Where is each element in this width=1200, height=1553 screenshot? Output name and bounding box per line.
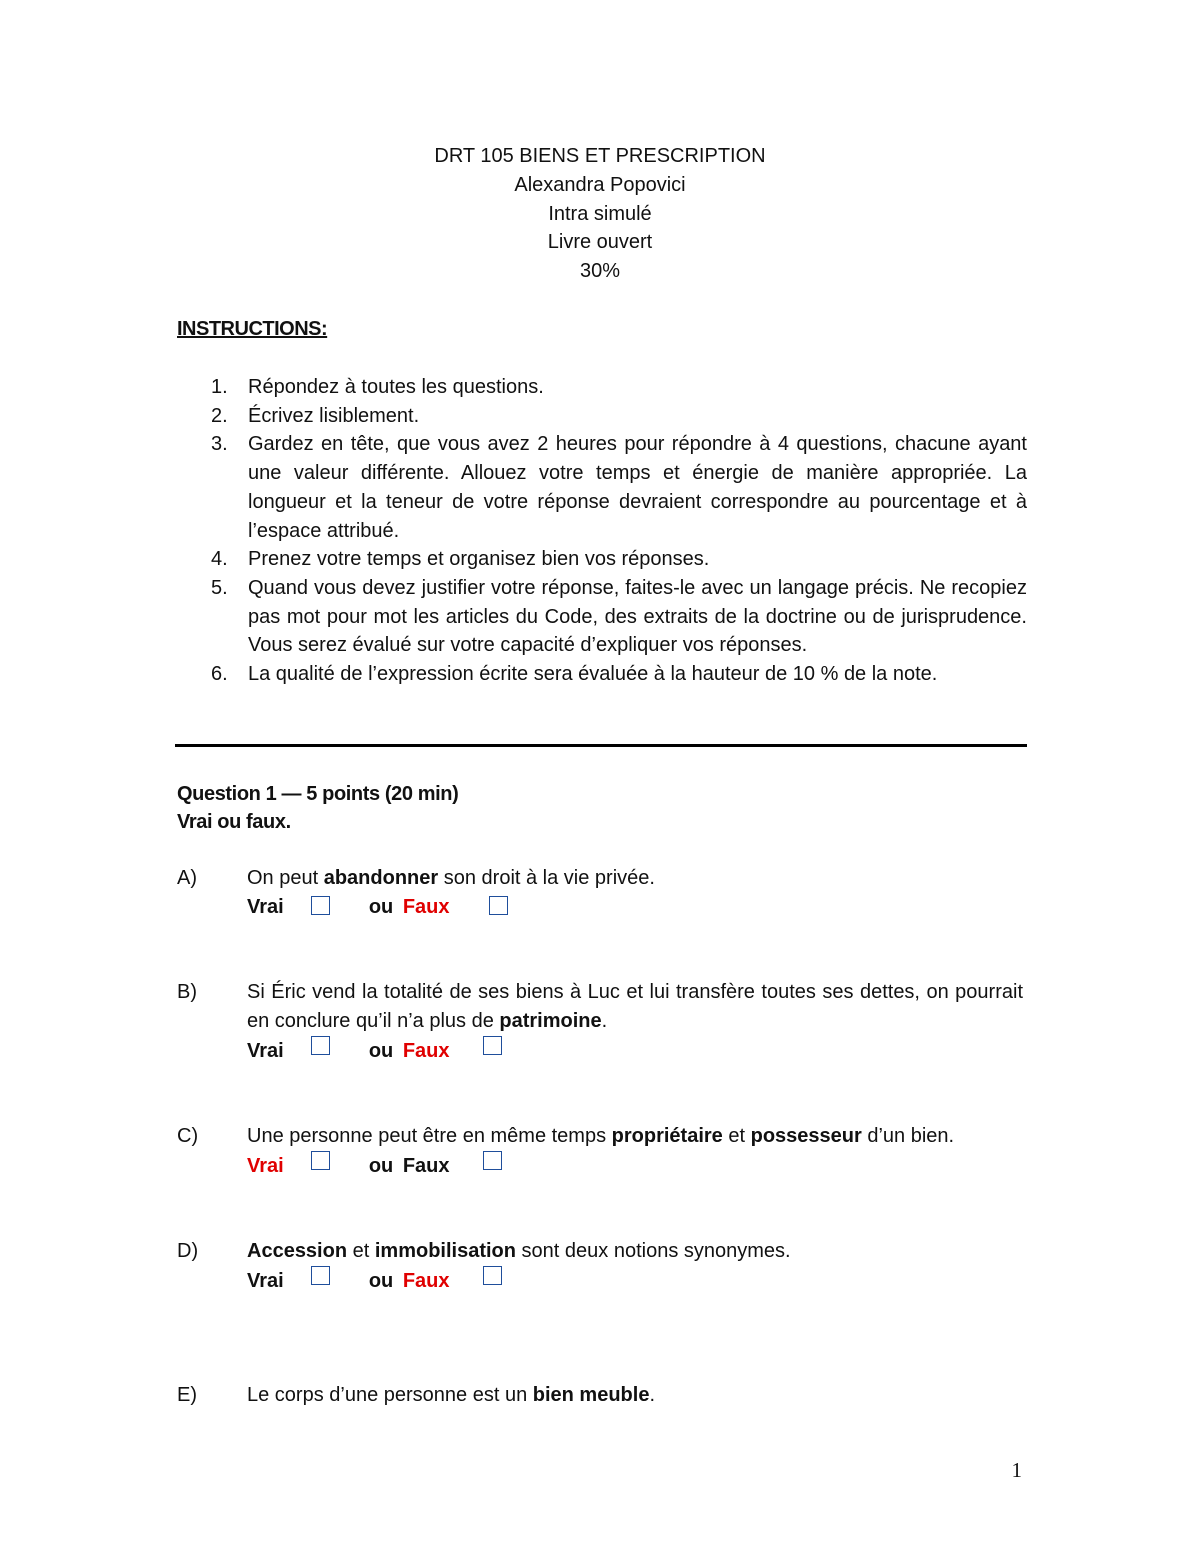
- instruction-text: Quand vous devez justifier votre réponse, faites-le avec un langage précis. Ne recopiez pas mot pour mot les articles du Code, des extraits de la doctrine ou de jurisprudence. Vous serez évalué sur votre capacité d’expliquer vos réponses.: [248, 576, 1027, 657]
- instruction-number: 2.: [211, 404, 228, 427]
- item-letter: E): [177, 1384, 197, 1406]
- faux-checkbox[interactable]: [489, 896, 508, 915]
- vrai-label: Vrai: [247, 1040, 284, 1062]
- statement-keyword: Accession: [247, 1240, 348, 1262]
- item-letter: D): [177, 1240, 199, 1262]
- statement-text: son droit à la vie privée.: [438, 867, 655, 889]
- statement-keyword: bien meuble: [532, 1384, 650, 1406]
- statement-text: Le corps d’une personne est un: [247, 1384, 533, 1406]
- statement-keyword: possesseur: [750, 1125, 862, 1147]
- item-letter: A): [177, 867, 197, 889]
- book-policy: Livre ouvert: [547, 231, 653, 253]
- statement-keyword: abandonner: [323, 867, 439, 889]
- item-statement: [247, 1381, 1023, 1410]
- instruction-number: 5.: [211, 576, 228, 599]
- statement-text: .: [601, 1009, 608, 1032]
- professor-name: Alexandra Popovici: [514, 174, 686, 196]
- ou-label: ou: [368, 1155, 394, 1177]
- instructions-title: INSTRUCTIONS:: [177, 318, 328, 340]
- vrai-label: Vrai: [247, 896, 284, 918]
- instruction-text: Prenez votre temps et organisez bien vos réponses.: [248, 548, 710, 571]
- instruction-item: [177, 402, 1027, 431]
- vrai-checkbox[interactable]: [311, 1151, 330, 1170]
- question-1-subtitle: Vrai ou faux.: [177, 811, 291, 833]
- item-letter: B): [177, 981, 197, 1003]
- vrai-label: Vrai: [247, 1155, 284, 1177]
- section-divider: [175, 744, 1027, 747]
- instruction-number: 4.: [211, 548, 228, 571]
- instruction-item: [177, 373, 1027, 402]
- instructions-list: [177, 373, 1027, 689]
- instruction-item: [177, 430, 1027, 545]
- faux-label: Faux: [402, 1040, 450, 1062]
- item-letter: C): [177, 1125, 199, 1147]
- question-1-header: [177, 780, 458, 836]
- true-false-choices: [247, 893, 508, 921]
- ou-label: ou: [368, 1040, 394, 1062]
- statement-text: Si Éric vend la totalité de ses biens à Luc et lui transfère toutes ses dettes, on pourrait en conclure qu’il n’a plus de: [247, 981, 1023, 1032]
- exam-weight: 30%: [579, 260, 621, 282]
- faux-label: Faux: [402, 1270, 450, 1292]
- instruction-item: [177, 574, 1027, 660]
- statement-text: Une personne peut être en même temps: [247, 1125, 612, 1147]
- ou-label: ou: [368, 896, 394, 918]
- faux-label: Faux: [402, 896, 450, 918]
- item-statement: [247, 1237, 1023, 1266]
- item-statement: [247, 978, 1023, 1035]
- instruction-number: 3.: [211, 433, 228, 456]
- item-statement: [247, 1122, 1023, 1151]
- vrai-label: Vrai: [247, 1270, 284, 1292]
- instruction-item: [177, 660, 1027, 689]
- page-number: 1: [1011, 1458, 1022, 1482]
- vrai-checkbox[interactable]: [311, 1036, 330, 1055]
- item-statement: [247, 864, 1023, 893]
- instruction-text: La qualité de l’expression écrite sera évaluée à la hauteur de 10 % de la note.: [248, 663, 938, 686]
- instruction-number: 6.: [211, 663, 228, 686]
- vrai-checkbox[interactable]: [311, 1266, 330, 1285]
- faux-checkbox[interactable]: [483, 1266, 502, 1285]
- instruction-text: Répondez à toutes les questions.: [248, 376, 544, 398]
- instruction-text: Gardez en tête, que vous avez 2 heures pour répondre à 4 questions, chacune ayant une valeur différente. Allouez votre temps et énergie de manière appropriée. La longueur et la teneur de votre réponse devraient correspondre au pourcentage et à l’espace attribué.: [248, 433, 1027, 542]
- statement-text: et: [347, 1240, 375, 1262]
- instruction-text: Écrivez lisiblement.: [248, 404, 420, 427]
- true-false-choices: [247, 1266, 502, 1295]
- faux-checkbox[interactable]: [483, 1036, 502, 1055]
- statement-text: d’un bien.: [861, 1125, 955, 1147]
- true-false-choices: [247, 1036, 502, 1065]
- statement-keyword: immobilisation: [374, 1240, 516, 1262]
- statement-text: On peut: [247, 867, 324, 889]
- ou-label: ou: [368, 1270, 394, 1292]
- faux-checkbox[interactable]: [483, 1151, 502, 1170]
- statement-keyword: patrimoine: [499, 1009, 602, 1032]
- true-false-choices: [247, 1151, 502, 1180]
- exam-type: Intra simulé: [548, 203, 652, 225]
- instruction-item: [177, 545, 1027, 574]
- question-1-title: Question 1 — 5 points (20 min): [177, 783, 459, 805]
- faux-label: Faux: [402, 1155, 450, 1177]
- course-title: DRT 105 BIENS ET PRESCRIPTION: [434, 145, 766, 167]
- vrai-checkbox[interactable]: [311, 896, 330, 915]
- statement-text: et: [722, 1125, 751, 1147]
- statement-keyword: propriétaire: [611, 1125, 723, 1147]
- instruction-number: 1.: [211, 376, 228, 398]
- statement-text: sont deux notions synonymes.: [515, 1240, 791, 1262]
- statement-text: .: [649, 1384, 656, 1406]
